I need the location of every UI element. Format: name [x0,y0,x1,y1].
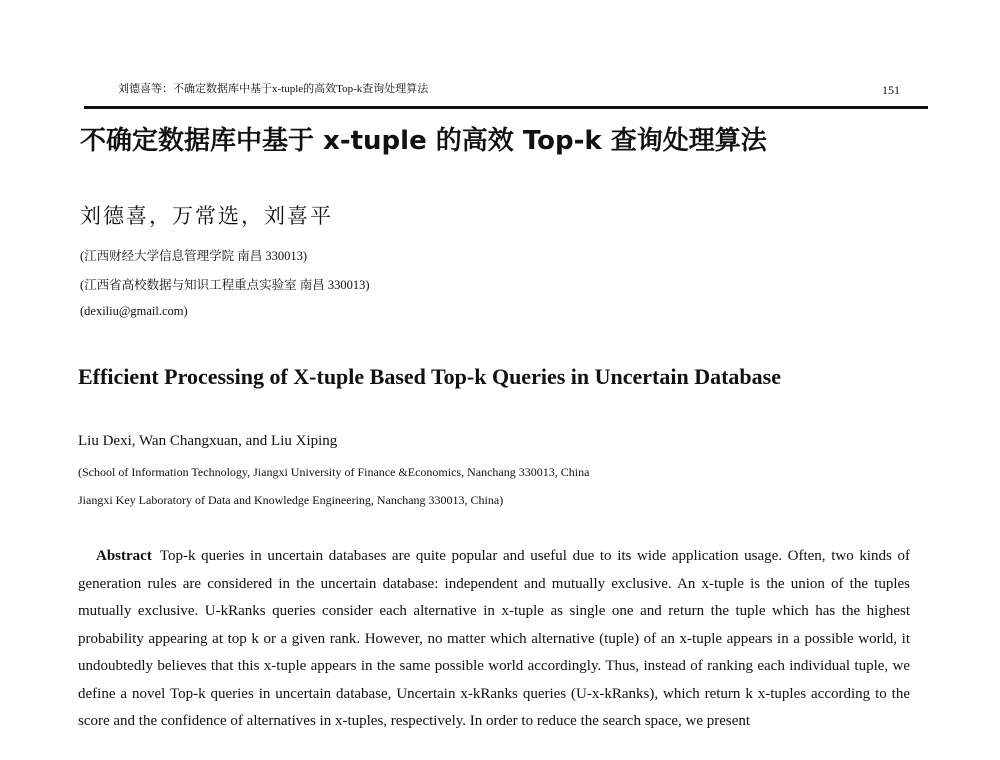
author-email: (dexiliu@gmail.com) [80,304,188,318]
chinese-affiliation-2: (江西省高校数据与知识工程重点实验室 南昌 330013) [80,278,370,292]
chinese-affiliation-1: (江西财经大学信息管理学院 南昌 330013) [80,249,308,263]
abstract-text: Top-k queries in uncertain databases are quite popular and useful due to its wide application usage. Often, two kinds of generation rules are considered in the uncertain database: independent and mutually exclusive. An x-tuple is the union of the tuples mutually exclusive. U-kRanks queries consider each alternative in x-tuple as single one and return the tuple which has the highest probability appearing at top k or a given rank. However, no matter which alternative (tuple) of an x-tuple appears in a possible world, it undoubtedly believes that this x-tuple appears in the same possible world accordingly. Thus, instead of ranking each individual tuple, we define a novel Top-k queries in uncertain database, Uncertain x-kRanks queries (U-x-kRanks), which return k x-tuples according to the score and the confidence of alternatives in x-tuples, respectively. In order to reduce the search space, we present [78,548,910,729]
english-title: Efficient Processing of X-tuple Based Top-k Queries in Uncertain Database [78,364,781,389]
english-affiliation-2: Jiangxi Key Laboratory of Data and Knowledge Engineering, Nanchang 330013, China) [78,493,504,507]
english-authors: Liu Dexi, Wan Changxuan, and Liu Xiping [78,433,338,449]
header-rule [84,106,928,109]
abstract-label: Abstract [96,548,152,564]
running-head: 刘德喜等：不确定数据库中基于x-tuple的高效Top-k查询处理算法 [118,83,429,95]
english-affiliation-1: (School of Information Technology, Jiangxi University of Finance &Economics, Nanchang 330013, China [78,465,590,479]
page-number: 151 [882,83,900,97]
chinese-authors: 刘德喜，万常选，刘喜平 [80,204,333,228]
chinese-title: 不确定数据库中基于 x-tuple 的高效 Top-k 查询处理算法 [80,126,767,156]
abstract-paragraph [78,543,910,736]
